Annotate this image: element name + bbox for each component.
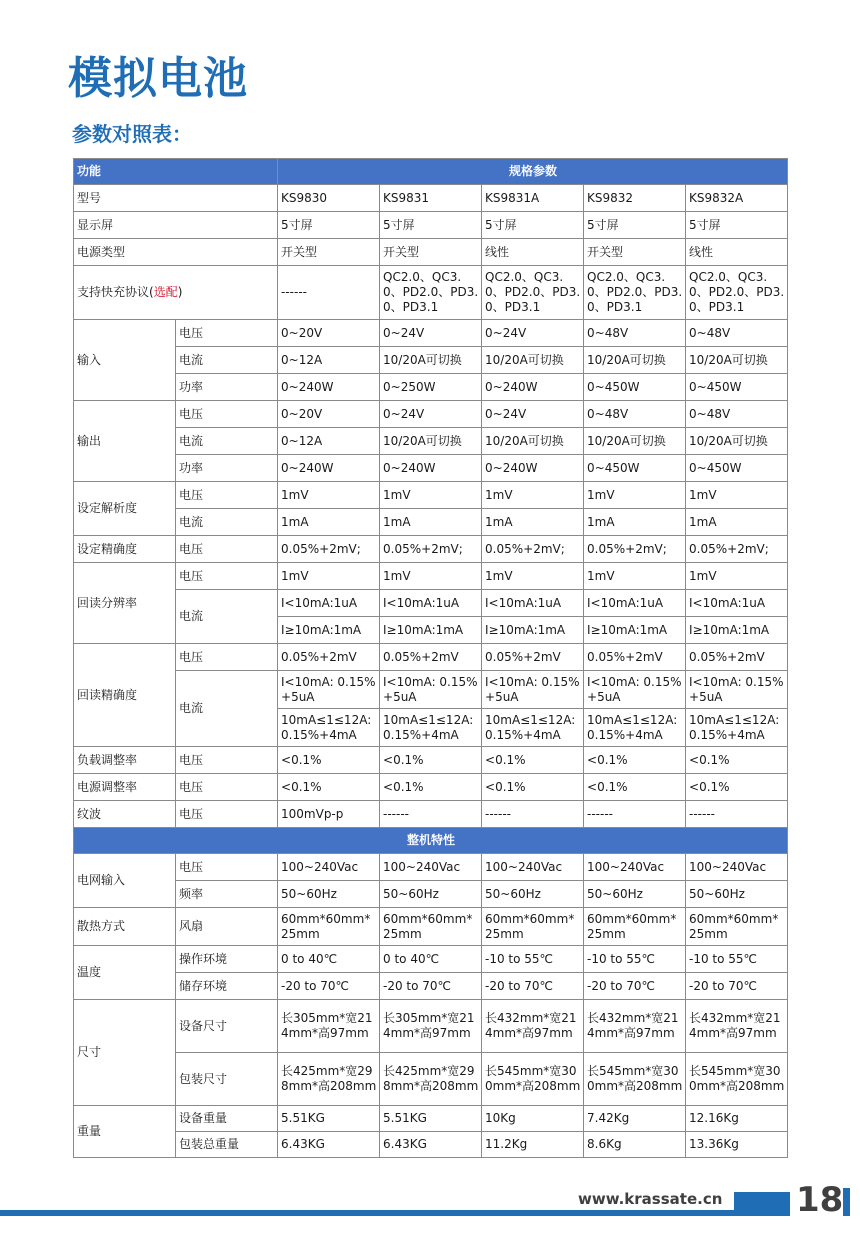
- value-cell: I<10mA:1uA: [686, 590, 788, 617]
- value-cell: 10/20A可切换: [482, 428, 584, 455]
- page-number: 18: [796, 1180, 844, 1220]
- value-cell: 线性: [482, 239, 584, 266]
- value-cell: 10mA≤1≤12A:0.15%+4mA: [584, 709, 686, 747]
- value-cell: 0~48V: [686, 320, 788, 347]
- row-label: 显示屏: [74, 212, 278, 239]
- value-cell: 0~450W: [686, 374, 788, 401]
- footer-accent-block: [734, 1192, 790, 1216]
- sub-label: 设备尺寸: [176, 1000, 278, 1053]
- value-cell: ------: [278, 266, 380, 320]
- sub-label: 电流: [176, 428, 278, 455]
- sub-label: 功率: [176, 374, 278, 401]
- table-row: [74, 347, 788, 374]
- value-cell: <0.1%: [278, 774, 380, 801]
- value-cell: 1mV: [686, 563, 788, 590]
- value-cell: QC2.0、QC3.0、PD2.0、PD3.0、PD3.1: [482, 266, 584, 320]
- value-cell: 0~240W: [482, 455, 584, 482]
- value-cell: 长425mm*宽298mm*高208mm: [278, 1053, 380, 1106]
- table-row: [74, 212, 788, 239]
- table-row: [74, 509, 788, 536]
- value-cell: 5寸屏: [584, 212, 686, 239]
- header-machine-features: 整机特性: [74, 828, 788, 854]
- table-row: [74, 1106, 788, 1132]
- value-cell: <0.1%: [380, 747, 482, 774]
- value-cell: I≥10mA:1mA: [584, 617, 686, 644]
- table-row: [74, 266, 788, 320]
- value-cell: 1mV: [482, 482, 584, 509]
- value-cell: 0.05%+2mV;: [584, 536, 686, 563]
- sub-label: 电压: [176, 401, 278, 428]
- group-label: 电源调整率: [74, 774, 176, 801]
- section-subtitle: 参数对照表：: [72, 122, 192, 146]
- value-cell: 10/20A可切换: [380, 428, 482, 455]
- table-row: [74, 828, 788, 854]
- value-cell: KS9832A: [686, 185, 788, 212]
- value-cell: -20 to 70℃: [482, 973, 584, 1000]
- value-cell: 0~24V: [380, 401, 482, 428]
- value-cell: 6.43KG: [380, 1132, 482, 1158]
- footer-rule: [0, 1210, 790, 1216]
- sub-label: 电流: [176, 671, 278, 747]
- value-cell: I<10mA:1uA: [482, 590, 584, 617]
- value-cell: 长305mm*宽214mm*高97mm: [380, 1000, 482, 1053]
- value-cell: 10/20A可切换: [686, 428, 788, 455]
- value-cell: 100~240Vac: [380, 854, 482, 881]
- value-cell: I≥10mA:1mA: [686, 617, 788, 644]
- value-cell: 50~60Hz: [686, 881, 788, 908]
- value-cell: 0.05%+2mV: [380, 644, 482, 671]
- value-cell: I≥10mA:1mA: [380, 617, 482, 644]
- value-cell: 0~24V: [482, 401, 584, 428]
- value-cell: 1mA: [482, 509, 584, 536]
- table-row: [74, 320, 788, 347]
- value-cell: 长432mm*宽214mm*高97mm: [584, 1000, 686, 1053]
- value-cell: 1mV: [584, 563, 686, 590]
- value-cell: -20 to 70℃: [278, 973, 380, 1000]
- value-cell: 10mA≤1≤12A:0.15%+4mA: [278, 709, 380, 747]
- group-label: 设定解析度: [74, 482, 176, 536]
- value-cell: 0~240W: [278, 455, 380, 482]
- value-cell: 0~48V: [686, 401, 788, 428]
- table-row: [74, 881, 788, 908]
- table-row: [74, 946, 788, 973]
- value-cell: ------: [380, 801, 482, 828]
- value-cell: -10 to 55℃: [482, 946, 584, 973]
- table-row: [74, 973, 788, 1000]
- value-cell: 50~60Hz: [584, 881, 686, 908]
- value-cell: 长545mm*宽300mm*高208mm: [686, 1053, 788, 1106]
- header-spec: 规格参数: [278, 159, 788, 185]
- value-cell: 60mm*60mm*25mm: [380, 908, 482, 946]
- value-cell: 0 to 40℃: [278, 946, 380, 973]
- value-cell: 长432mm*宽214mm*高97mm: [482, 1000, 584, 1053]
- page-title: 模拟电池: [68, 53, 248, 104]
- sub-label: 包装尺寸: [176, 1053, 278, 1106]
- value-cell: 1mV: [482, 563, 584, 590]
- value-cell: 100~240Vac: [482, 854, 584, 881]
- table-row: [74, 590, 788, 617]
- value-cell: QC2.0、QC3.0、PD2.0、PD3.0、PD3.1: [380, 266, 482, 320]
- optional-tag: 选配: [153, 285, 178, 299]
- value-cell: I<10mA: 0.15% +5uA: [278, 671, 380, 709]
- value-cell: 开关型: [584, 239, 686, 266]
- value-cell: 10/20A可切换: [686, 347, 788, 374]
- value-cell: 0~12A: [278, 347, 380, 374]
- table-row: [74, 1000, 788, 1053]
- value-cell: I≥10mA:1mA: [278, 617, 380, 644]
- sub-label: 电流: [176, 509, 278, 536]
- value-cell: 0.05%+2mV: [584, 644, 686, 671]
- table-row: [74, 401, 788, 428]
- value-cell: 1mV: [584, 482, 686, 509]
- value-cell: I<10mA:1uA: [380, 590, 482, 617]
- value-cell: 长305mm*宽214mm*高97mm: [278, 1000, 380, 1053]
- value-cell: -20 to 70℃: [380, 973, 482, 1000]
- value-cell: 5.51KG: [380, 1106, 482, 1132]
- value-cell: 1mA: [380, 509, 482, 536]
- group-label: 输出: [74, 401, 176, 482]
- value-cell: 50~60Hz: [482, 881, 584, 908]
- table-row: [74, 239, 788, 266]
- value-cell: 0~450W: [584, 455, 686, 482]
- value-cell: 10/20A可切换: [380, 347, 482, 374]
- value-cell: 0~450W: [686, 455, 788, 482]
- value-cell: 0~250W: [380, 374, 482, 401]
- sub-label: 频率: [176, 881, 278, 908]
- value-cell: <0.1%: [482, 774, 584, 801]
- sub-label: 电流: [176, 347, 278, 374]
- value-cell: 8.6Kg: [584, 1132, 686, 1158]
- value-cell: 长545mm*宽300mm*高208mm: [584, 1053, 686, 1106]
- value-cell: 0.05%+2mV;: [686, 536, 788, 563]
- value-cell: 60mm*60mm*25mm: [482, 908, 584, 946]
- value-cell: 100mVp-p: [278, 801, 380, 828]
- row-label: [74, 266, 278, 320]
- value-cell: 1mV: [278, 563, 380, 590]
- value-cell: 0~12A: [278, 428, 380, 455]
- value-cell: -10 to 55℃: [686, 946, 788, 973]
- table-row: [74, 428, 788, 455]
- value-cell: I<10mA: 0.15% +5uA: [482, 671, 584, 709]
- sub-label: 操作环境: [176, 946, 278, 973]
- table-row: [74, 644, 788, 671]
- value-cell: I<10mA: 0.15% +5uA: [584, 671, 686, 709]
- value-cell: <0.1%: [584, 747, 686, 774]
- table-row: [74, 801, 788, 828]
- table-row: [74, 1132, 788, 1158]
- sub-label: 包装总重量: [176, 1132, 278, 1158]
- value-cell: <0.1%: [584, 774, 686, 801]
- value-cell: 长545mm*宽300mm*高208mm: [482, 1053, 584, 1106]
- value-cell: 0 to 40℃: [380, 946, 482, 973]
- group-label: 回读分辨率: [74, 563, 176, 644]
- value-cell: <0.1%: [278, 747, 380, 774]
- value-cell: 0~24V: [482, 320, 584, 347]
- value-cell: ------: [584, 801, 686, 828]
- value-cell: 0~240W: [278, 374, 380, 401]
- table-row: [74, 747, 788, 774]
- value-cell: 5寸屏: [686, 212, 788, 239]
- value-cell: -20 to 70℃: [686, 973, 788, 1000]
- row-label: 型号: [74, 185, 278, 212]
- value-cell: 0~24V: [380, 320, 482, 347]
- value-cell: KS9831A: [482, 185, 584, 212]
- value-cell: 10/20A可切换: [584, 428, 686, 455]
- group-label: 电网输入: [74, 854, 176, 908]
- value-cell: 60mm*60mm*25mm: [686, 908, 788, 946]
- value-cell: <0.1%: [686, 747, 788, 774]
- value-cell: 1mA: [278, 509, 380, 536]
- value-cell: I<10mA:1uA: [278, 590, 380, 617]
- value-cell: 0.05%+2mV: [482, 644, 584, 671]
- sub-label: 设备重量: [176, 1106, 278, 1132]
- value-cell: 0~240W: [482, 374, 584, 401]
- page-number-bar: [843, 1188, 850, 1216]
- group-label: 重量: [74, 1106, 176, 1158]
- value-cell: 50~60Hz: [380, 881, 482, 908]
- group-label: 散热方式: [74, 908, 176, 946]
- value-cell: 60mm*60mm*25mm: [278, 908, 380, 946]
- value-cell: 5寸屏: [380, 212, 482, 239]
- value-cell: 50~60Hz: [278, 881, 380, 908]
- value-cell: I<10mA: 0.15% +5uA: [380, 671, 482, 709]
- table-row: [74, 185, 788, 212]
- value-cell: 0.05%+2mV: [278, 644, 380, 671]
- value-cell: 0~48V: [584, 320, 686, 347]
- value-cell: 10mA≤1≤12A:0.15%+4mA: [482, 709, 584, 747]
- value-cell: 0.05%+2mV: [686, 644, 788, 671]
- value-cell: 5寸屏: [482, 212, 584, 239]
- value-cell: 1mA: [584, 509, 686, 536]
- value-cell: I≥10mA:1mA: [482, 617, 584, 644]
- value-cell: 13.36Kg: [686, 1132, 788, 1158]
- value-cell: 线性: [686, 239, 788, 266]
- table-row: [74, 536, 788, 563]
- value-cell: 1mV: [380, 563, 482, 590]
- value-cell: 长432mm*宽214mm*高97mm: [686, 1000, 788, 1053]
- value-cell: I<10mA:1uA: [584, 590, 686, 617]
- value-cell: 10mA≤1≤12A:0.15%+4mA: [380, 709, 482, 747]
- value-cell: 5寸屏: [278, 212, 380, 239]
- value-cell: 60mm*60mm*25mm: [584, 908, 686, 946]
- sub-label: 电压: [176, 320, 278, 347]
- value-cell: 开关型: [380, 239, 482, 266]
- table-row: [74, 374, 788, 401]
- sub-label: 电压: [176, 536, 278, 563]
- sub-label: 电压: [176, 644, 278, 671]
- value-cell: 10Kg: [482, 1106, 584, 1132]
- value-cell: 11.2Kg: [482, 1132, 584, 1158]
- spec-table: [73, 158, 788, 1158]
- value-cell: 12.16Kg: [686, 1106, 788, 1132]
- value-cell: <0.1%: [380, 774, 482, 801]
- value-cell: 6.43KG: [278, 1132, 380, 1158]
- sub-label: 电压: [176, 747, 278, 774]
- value-cell: 10/20A可切换: [482, 347, 584, 374]
- value-cell: 0~20V: [278, 401, 380, 428]
- group-label: 温度: [74, 946, 176, 1000]
- table-row: [74, 1053, 788, 1106]
- sub-label: 电压: [176, 563, 278, 590]
- sub-label: 储存环境: [176, 973, 278, 1000]
- table-row: [74, 908, 788, 946]
- value-cell: 1mV: [686, 482, 788, 509]
- value-cell: 1mV: [278, 482, 380, 509]
- table-row: [74, 482, 788, 509]
- value-cell: 10mA≤1≤12A:0.15%+4mA: [686, 709, 788, 747]
- fast-charge-label-end: ): [177, 285, 183, 299]
- value-cell: -20 to 70℃: [584, 973, 686, 1000]
- value-cell: QC2.0、QC3.0、PD2.0、PD3.0、PD3.1: [584, 266, 686, 320]
- sub-label: 电压: [176, 854, 278, 881]
- value-cell: 0~450W: [584, 374, 686, 401]
- value-cell: ------: [686, 801, 788, 828]
- value-cell: -10 to 55℃: [584, 946, 686, 973]
- table-row: [74, 455, 788, 482]
- table-row: [74, 854, 788, 881]
- sub-label: 电压: [176, 482, 278, 509]
- group-label: 回读精确度: [74, 644, 176, 747]
- value-cell: KS9830: [278, 185, 380, 212]
- value-cell: <0.1%: [482, 747, 584, 774]
- value-cell: I<10mA: 0.15% +5uA: [686, 671, 788, 709]
- value-cell: 100~240Vac: [686, 854, 788, 881]
- table-row: [74, 159, 788, 185]
- value-cell: 1mV: [380, 482, 482, 509]
- value-cell: 5.51KG: [278, 1106, 380, 1132]
- value-cell: KS9832: [584, 185, 686, 212]
- group-label: 输入: [74, 320, 176, 401]
- sub-label: 电流: [176, 590, 278, 644]
- value-cell: ------: [482, 801, 584, 828]
- value-cell: 0.05%+2mV;: [482, 536, 584, 563]
- value-cell: 长425mm*宽298mm*高208mm: [380, 1053, 482, 1106]
- value-cell: KS9831: [380, 185, 482, 212]
- spec-table-body: [74, 159, 788, 1158]
- group-label: 负载调整率: [74, 747, 176, 774]
- table-row: [74, 671, 788, 709]
- value-cell: 0.05%+2mV;: [278, 536, 380, 563]
- sub-label: 风扇: [176, 908, 278, 946]
- value-cell: 开关型: [278, 239, 380, 266]
- value-cell: 1mA: [686, 509, 788, 536]
- sub-label: 电压: [176, 801, 278, 828]
- value-cell: 100~240Vac: [278, 854, 380, 881]
- footer-url[interactable]: www.krassate.cn: [578, 1190, 723, 1208]
- sub-label: 功率: [176, 455, 278, 482]
- sub-label: 电压: [176, 774, 278, 801]
- value-cell: 10/20A可切换: [584, 347, 686, 374]
- value-cell: 7.42Kg: [584, 1106, 686, 1132]
- value-cell: 0~20V: [278, 320, 380, 347]
- table-row: [74, 563, 788, 590]
- group-label: 尺寸: [74, 1000, 176, 1106]
- fast-charge-label: 支持快充协议(: [77, 285, 154, 299]
- value-cell: 100~240Vac: [584, 854, 686, 881]
- group-label: 设定精确度: [74, 536, 176, 563]
- table-row: [74, 774, 788, 801]
- group-label: 纹波: [74, 801, 176, 828]
- value-cell: 0~240W: [380, 455, 482, 482]
- value-cell: 0.05%+2mV;: [380, 536, 482, 563]
- header-function: 功能: [74, 159, 278, 185]
- value-cell: 0~48V: [584, 401, 686, 428]
- row-label: 电源类型: [74, 239, 278, 266]
- value-cell: <0.1%: [686, 774, 788, 801]
- value-cell: QC2.0、QC3.0、PD2.0、PD3.0、PD3.1: [686, 266, 788, 320]
